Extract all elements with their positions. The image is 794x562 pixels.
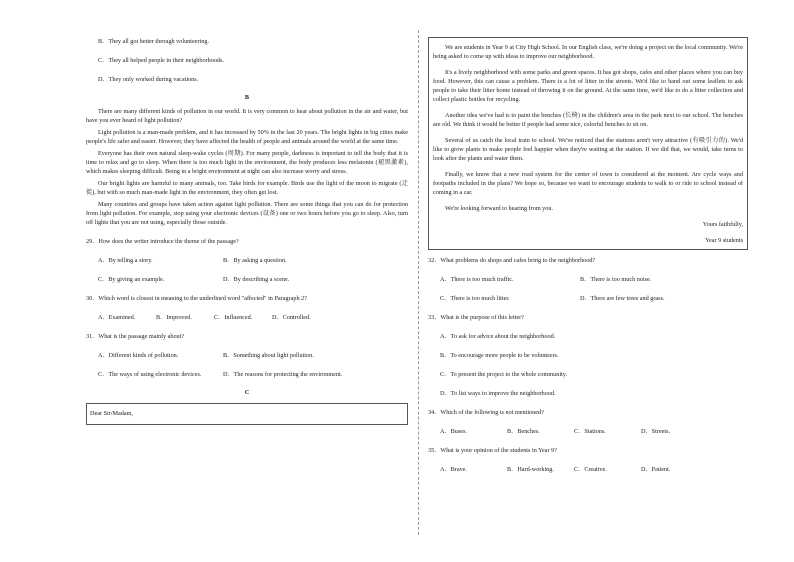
question-31: 31．What is the passage mainly about? bbox=[86, 333, 185, 340]
signature: Year 9 students bbox=[705, 237, 743, 244]
option: B．There is too much noise. bbox=[580, 276, 652, 283]
question-29-options bbox=[86, 275, 408, 284]
option: D．The reasons for protecting the environment. bbox=[223, 371, 343, 378]
question-32-options bbox=[428, 275, 748, 284]
option: B．To encourage more people to be volunteers. bbox=[440, 352, 559, 359]
passage-paragraph: Light pollution is a man-made problem, and it has increased by 50% in the last 20 years. The bright lights in big cities make people's life safer and easier. However, they have affected the health of people and animals around the world at the same time. bbox=[86, 129, 408, 145]
option: C．By giving an example. bbox=[98, 276, 165, 283]
question-29-options bbox=[86, 256, 408, 265]
option-b: B．They all got better through volunteering. bbox=[98, 38, 210, 45]
letter-paragraph: We are students in Year 9 at City High School. In our English class, we're doing a project on the local community. We're being asked to come up with ideas to improve our neighborhood. bbox=[433, 44, 743, 60]
option: D．Controlled. bbox=[272, 314, 311, 321]
left-column bbox=[86, 37, 408, 425]
question-34: 34．Which of the following is not mentioned? bbox=[428, 409, 544, 416]
option: C．To present the project to the whole community. bbox=[440, 371, 568, 378]
letter-paragraph: It's a lively neighborhood with some parks and green spaces. It has got shops, cafes and other places where you can buy food. However, this can cause a problem. There is a lot of litter in the streets. We'd like to hand out some leaflets to ask people to take their litter home instead of throwing it on the ground. At the same time, we'd like to do a litter collection and collect plastic bottles for recycling. bbox=[433, 69, 743, 103]
option: A．Different kinds of pollution. bbox=[98, 352, 179, 359]
letter-paragraph: We're looking forward to hearing from you. bbox=[445, 205, 554, 212]
option-c: C．They all helped people in their neighborhoods. bbox=[98, 57, 224, 64]
question-31-options bbox=[86, 351, 408, 360]
closing: Yours faithfully, bbox=[702, 221, 743, 228]
option: A．To ask for advice about the neighborhood. bbox=[440, 333, 556, 340]
option: B．Hard-working. bbox=[507, 466, 554, 473]
option: D．Streets. bbox=[641, 428, 671, 435]
option: A．Examined. bbox=[98, 314, 136, 321]
question-31-options bbox=[86, 370, 408, 379]
option: D．To list ways to improve the neighborhood. bbox=[440, 390, 556, 397]
option-d: D．They only worked during vacations. bbox=[98, 76, 199, 83]
option: A．Buses. bbox=[440, 428, 467, 435]
question-32-options bbox=[428, 294, 748, 303]
letter-box bbox=[428, 37, 748, 250]
option: A．Brave. bbox=[440, 466, 467, 473]
question-29: 29．How does the writer introduce the theme of the passage? bbox=[86, 238, 239, 245]
option: C．Creative. bbox=[574, 466, 607, 473]
letter-box-start bbox=[86, 403, 408, 425]
option: C．The ways of using electronic devices. bbox=[98, 371, 202, 378]
section-c-heading: C bbox=[244, 389, 250, 396]
question-30: 30．Which word is closest in meaning to the underlined word "affected" in Paragraph 2? bbox=[86, 295, 307, 302]
salutation: Dear Sir/Madam, bbox=[90, 410, 133, 417]
option: D．Patient. bbox=[641, 466, 671, 473]
option: B．Improved. bbox=[156, 314, 192, 321]
question-32: 32．What problems do shops and cafes bring to the neighborhood? bbox=[428, 257, 596, 264]
question-30-options bbox=[86, 313, 408, 322]
option: D．There are few trees and grass. bbox=[580, 295, 665, 302]
option: C．Influenced. bbox=[214, 314, 253, 321]
passage-paragraph: There are many different kinds of pollution in our world. It is very common to hear about pollution in the air and water, but have you ever heard of light pollution? bbox=[86, 108, 408, 124]
option: A．There is too much traffic. bbox=[440, 276, 514, 283]
letter-paragraph: Another idea we've had is to paint the benches (长椅) in the children's area in the park next to our school. The benches are old. We think it would be better if people had some nice, colorful benches to sit on. bbox=[433, 112, 743, 128]
option: D．By describing a scene. bbox=[223, 276, 290, 283]
option: C．Stations. bbox=[574, 428, 606, 435]
option: B．Benches. bbox=[507, 428, 540, 435]
letter-paragraph: Finally, we know that a new road system for the center of town is considered at the moment. Are cycle ways and footpaths included in the plans? We hope so, because we want to encourage students to walk to or ride to school instead of coming in a car. bbox=[433, 171, 743, 196]
question-34-options bbox=[428, 427, 748, 436]
question-35-options bbox=[428, 465, 748, 474]
option: C．There is too much litter. bbox=[440, 295, 510, 302]
passage-paragraph: Everyone has their own natural sleep-wake cycles (周期). For many people, darkness is important to tell the body that it is time to relax and go to sleep. When there is too much light in the environment, the body produces less melatonin (褪黑激素), which makes sleeping difficult. Being in a bright environment at night can also increase worry and stress. bbox=[86, 150, 408, 175]
option: A．By telling a story. bbox=[98, 257, 153, 264]
option: B．Something about light pollution. bbox=[223, 352, 314, 359]
question-35: 35．What is your opinion of the students in Year 9? bbox=[428, 447, 557, 454]
section-b-heading: B bbox=[244, 94, 250, 101]
option: B．By asking a question. bbox=[223, 257, 287, 264]
passage-paragraph: Our bright lights are harmful to many animals, too. Take birds for example. Birds use the light of the moon to migrate (迁徙), but with so much man-made light in the environment, they often get lost. bbox=[86, 180, 408, 196]
passage-paragraph: Many countries and groups have taken action against light pollution. There are some things that you can do for protection from light pollution. For example, stop using your electronic devices (设备) one or two hours before you go to sleep. Also, turn off lights that you are not using, especially those outside. bbox=[86, 201, 408, 226]
question-33: 33．What is the purpose of this letter? bbox=[428, 314, 524, 321]
letter-paragraph: Several of us catch the local train to school. We've noticed that the stations aren't very attractive (有吸引力的). We'd like to grow plants to make people feel happier when they're waiting at the station. If we did that, we would, take turns to look after the plants and water them. bbox=[433, 137, 743, 162]
column-divider bbox=[418, 30, 419, 535]
right-column bbox=[428, 37, 748, 474]
